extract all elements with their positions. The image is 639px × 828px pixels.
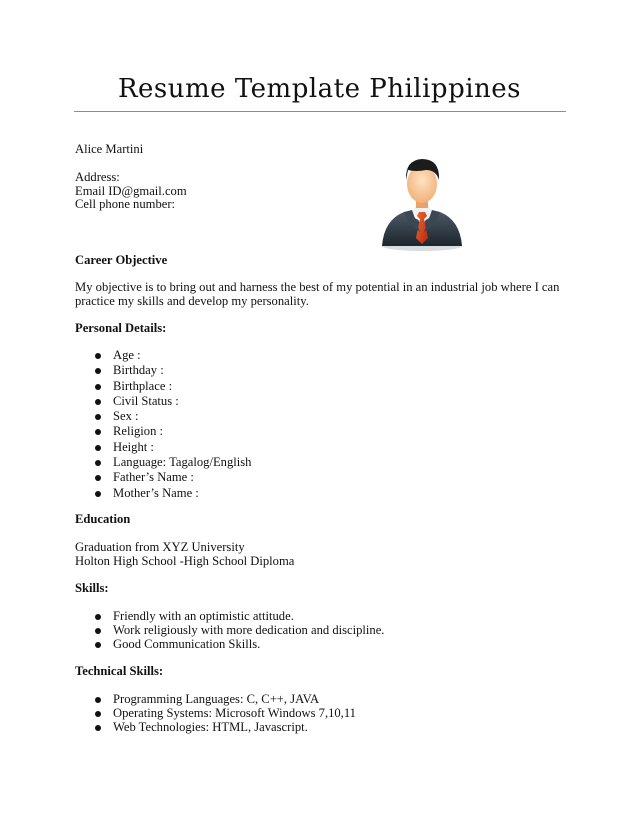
list-item [75, 440, 251, 455]
career-objective-line: practice my skills and develop my personality. [75, 294, 309, 308]
career-objective-heading: Career Objective [75, 253, 168, 267]
skill-item: Friendly with an optimistic attitude. [113, 609, 294, 623]
document-title: Resume Template Philippines [117, 74, 522, 104]
technical-skills-list [75, 692, 356, 734]
technical-skill-item: Programming Languages: C, C++, JAVA [113, 692, 320, 706]
address-field: Address: [75, 170, 120, 184]
technical-skill-item: Operating Systems: Microsoft Windows 7,10,11 [113, 706, 356, 720]
bullet-icon [95, 368, 101, 374]
list-item [75, 455, 251, 470]
bullet-icon [95, 414, 101, 420]
personal-details-heading: Personal Details: [75, 321, 167, 335]
bullet-icon [95, 628, 101, 634]
personal-detail-religion: Religion : [113, 424, 164, 439]
skills-list [75, 609, 384, 651]
list-item [75, 623, 384, 637]
bullet-icon [95, 399, 101, 405]
bullet-icon [95, 642, 101, 648]
bullet-icon [95, 725, 101, 731]
list-item [75, 363, 251, 378]
skills-heading: Skills: [75, 581, 109, 595]
career-objective-line: My objective is to bring out and harness the best of my potential in an industrial job where I can [75, 280, 560, 294]
list-item [75, 424, 251, 439]
bullet-icon [95, 711, 101, 717]
bullet-icon [95, 384, 101, 390]
technical-skills-heading: Technical Skills: [75, 664, 164, 678]
bullet-icon [95, 353, 101, 359]
businessman-avatar-icon [378, 152, 466, 252]
list-item [75, 409, 251, 424]
bullet-icon [95, 460, 101, 466]
personal-detail-civil-status: Civil Status : [113, 393, 179, 408]
bullet-icon [95, 445, 101, 451]
personal-detail-birthplace: Birthplace : [113, 378, 173, 393]
list-item [75, 379, 251, 394]
skill-item: Good Communication Skills. [113, 637, 261, 651]
education-line: Holton High School -High School Diploma [75, 554, 295, 568]
list-item [75, 486, 251, 501]
list-item [75, 394, 251, 409]
bullet-icon [95, 491, 101, 497]
list-item [75, 609, 384, 623]
personal-details-list [75, 348, 251, 501]
personal-detail-mother: Mother’s Name : [113, 485, 199, 500]
list-item [75, 720, 356, 734]
bullet-icon [95, 614, 101, 620]
personal-detail-age: Age : [113, 348, 141, 362]
phone-field: Cell phone number: [75, 197, 176, 211]
candidate-name: Alice Martini [75, 142, 144, 156]
personal-detail-language: Language: Tagalog/English [113, 455, 252, 470]
personal-detail-height: Height : [113, 439, 154, 454]
bullet-icon [95, 475, 101, 481]
bullet-icon [95, 429, 101, 435]
list-item [75, 348, 251, 363]
email-field: Email ID@gmail.com [75, 184, 187, 198]
personal-detail-birthday: Birthday : [113, 363, 164, 378]
personal-detail-sex: Sex : [113, 409, 139, 424]
skill-item: Work religiously with more dedication and discipline. [113, 623, 385, 637]
personal-detail-father: Father’s Name : [113, 470, 194, 485]
education-heading: Education [75, 512, 131, 526]
list-item [75, 692, 356, 706]
list-item [75, 706, 356, 720]
education-line: Graduation from XYZ University [75, 540, 245, 554]
title-divider [74, 111, 566, 112]
bullet-icon [95, 697, 101, 703]
list-item [75, 470, 251, 485]
technical-skill-item: Web Technologies: HTML, Javascript. [113, 720, 308, 734]
list-item [75, 637, 384, 651]
